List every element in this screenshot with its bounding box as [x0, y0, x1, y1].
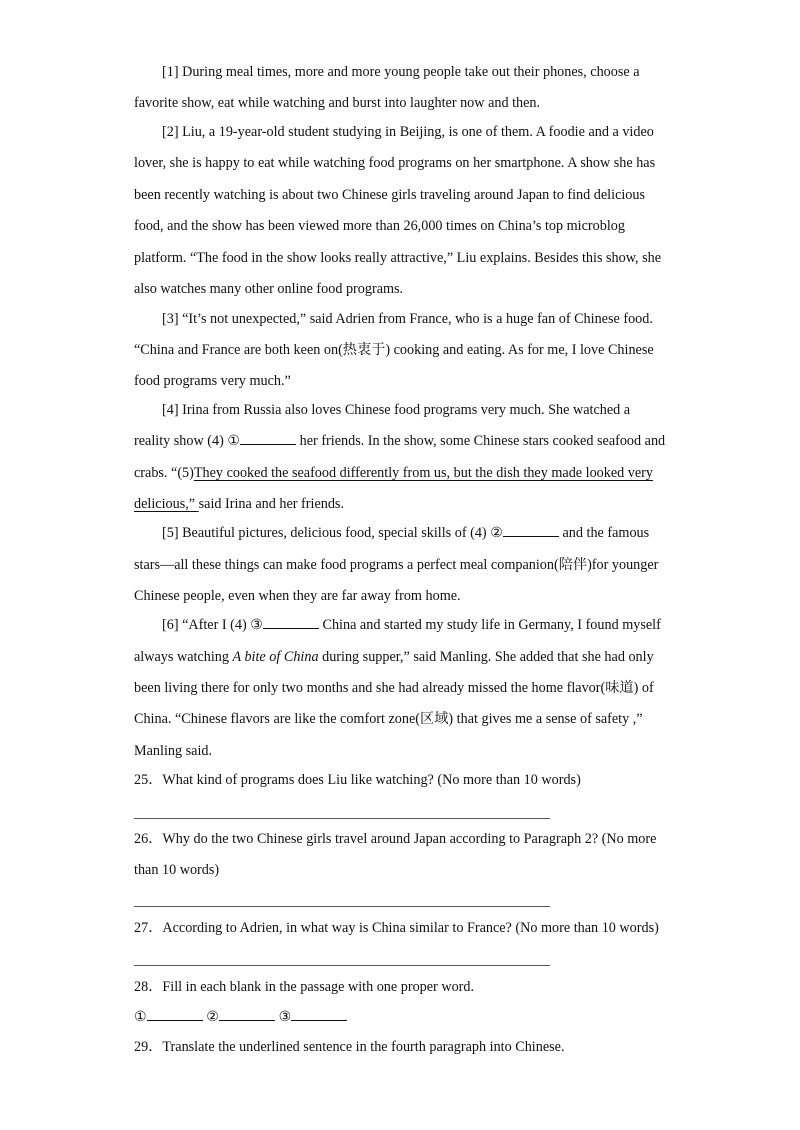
underlined-sentence-end: delicious,”: [134, 496, 199, 512]
question-25: 25．What kind of programs does Liu like watching? (No more than 10 words): [134, 772, 581, 788]
paragraph-4-line-1: [4] Irina from Russia also loves Chinese food programs very much. She watched a: [162, 402, 631, 418]
question-26-line-2: than 10 words): [134, 862, 220, 878]
paragraph-6-line-1: [162, 616, 661, 634]
blank-1[interactable]: [240, 432, 296, 445]
answer-mark-3: ③: [278, 1009, 292, 1025]
answer-blank-2[interactable]: [219, 1008, 275, 1021]
question-26-line-1: 26．Why do the two Chinese girls travel around Japan according to Paragraph 2? (No more: [134, 831, 657, 847]
paragraph-2-line-2: lover, she is happy to eat while watching food programs on her smartphone. A show she has: [134, 155, 656, 171]
paragraph-5-line-2: stars—all these things can make food programs a perfect meal companion(陪伴)for younger: [134, 557, 659, 573]
paragraph-6-text: during supper,” said Manling. She added that she had only: [322, 649, 654, 665]
answer-line-25[interactable]: [134, 818, 550, 819]
paragraph-2-line-5: platform. “The food in the show looks really attractive,” Liu explains. Besides this show, she: [134, 250, 662, 266]
program-title: A bite of China: [232, 649, 319, 665]
paragraph-4-text: crabs. “(5): [134, 465, 194, 481]
answer-line-26[interactable]: [134, 906, 550, 907]
answer-blank-1[interactable]: [147, 1008, 203, 1021]
answer-line-27[interactable]: [134, 965, 550, 966]
answer-blank-3[interactable]: [291, 1008, 347, 1021]
paragraph-6-line-4: China. “Chinese flavors are like the comfort zone(区域) that gives me a sense of safety ,”: [134, 711, 643, 727]
blank-2[interactable]: [503, 524, 559, 537]
underlined-sentence: They cooked the seafood differently from us, but the dish they made looked very: [193, 465, 654, 481]
paragraph-4-line-3: [134, 464, 653, 482]
paragraph-1-line-1: [1] During meal times, more and more young people take out their phones, choose a: [162, 64, 640, 80]
paragraph-2-line-6: also watches many other online food programs.: [134, 281, 404, 297]
paragraph-2-line-4: food, and the show has been viewed more than 26,000 times on China’s top microblog: [134, 218, 625, 234]
paragraph-5-line-3: Chinese people, even when they are far away from home.: [134, 588, 461, 604]
paragraph-6-text: always watching: [134, 649, 233, 665]
paragraph-3-line-1: [3] “It’s not unexpected,” said Adrien from France, who is a huge fan of Chinese food.: [162, 311, 653, 327]
paragraph-4-text: said Irina and her friends.: [198, 496, 344, 512]
paragraph-4-line-4: [134, 495, 344, 513]
paragraph-2-line-3: been recently watching is about two Chinese girls traveling around Japan to find delicious: [134, 187, 646, 203]
question-28: 28．Fill in each blank in the passage with one proper word.: [134, 979, 475, 995]
paragraph-4-text: her friends. In the show, some Chinese stars cooked seafood and: [296, 433, 666, 449]
answer-mark-2: ②: [206, 1009, 220, 1025]
question-28-answers: [134, 1008, 347, 1026]
paragraph-6-line-3: been living there for only two months and she had already missed the home flavor(味道) of: [134, 680, 654, 696]
paragraph-6-line-5: Manling said.: [134, 743, 213, 759]
question-29: 29．Translate the underlined sentence in the fourth paragraph into Chinese.: [134, 1039, 565, 1055]
answer-mark-1: ①: [134, 1009, 147, 1025]
paragraph-5-line-1: [162, 524, 649, 542]
paragraph-6-text: China and started my study life in Germany, I found myself: [318, 617, 661, 633]
paragraph-6-text: [6] “After I (4) ③: [162, 617, 263, 633]
blank-3[interactable]: [263, 616, 319, 629]
paragraph-2-line-1: [2] Liu, a 19-year-old student studying in Beijing, is one of them. A foodie and a video: [162, 124, 654, 140]
paragraph-3-line-2: “China and France are both keen on(热衷于) cooking and eating. As for me, I love Chinese: [134, 342, 654, 358]
paragraph-3-line-3: food programs very much.”: [134, 373, 291, 389]
question-27: 27．According to Adrien, in what way is China similar to France? (No more than 10 words): [134, 920, 659, 936]
paragraph-4-text: reality show (4) ①: [134, 433, 241, 449]
paragraph-1-line-2: favorite show, eat while watching and burst into laughter now and then.: [134, 95, 541, 111]
paragraph-6-line-2: [134, 648, 654, 666]
paragraph-4-line-2: [134, 432, 665, 450]
paragraph-5-text: [5] Beautiful pictures, delicious food, special skills of (4) ②: [162, 525, 503, 541]
paragraph-5-text: and the famous: [558, 525, 650, 541]
